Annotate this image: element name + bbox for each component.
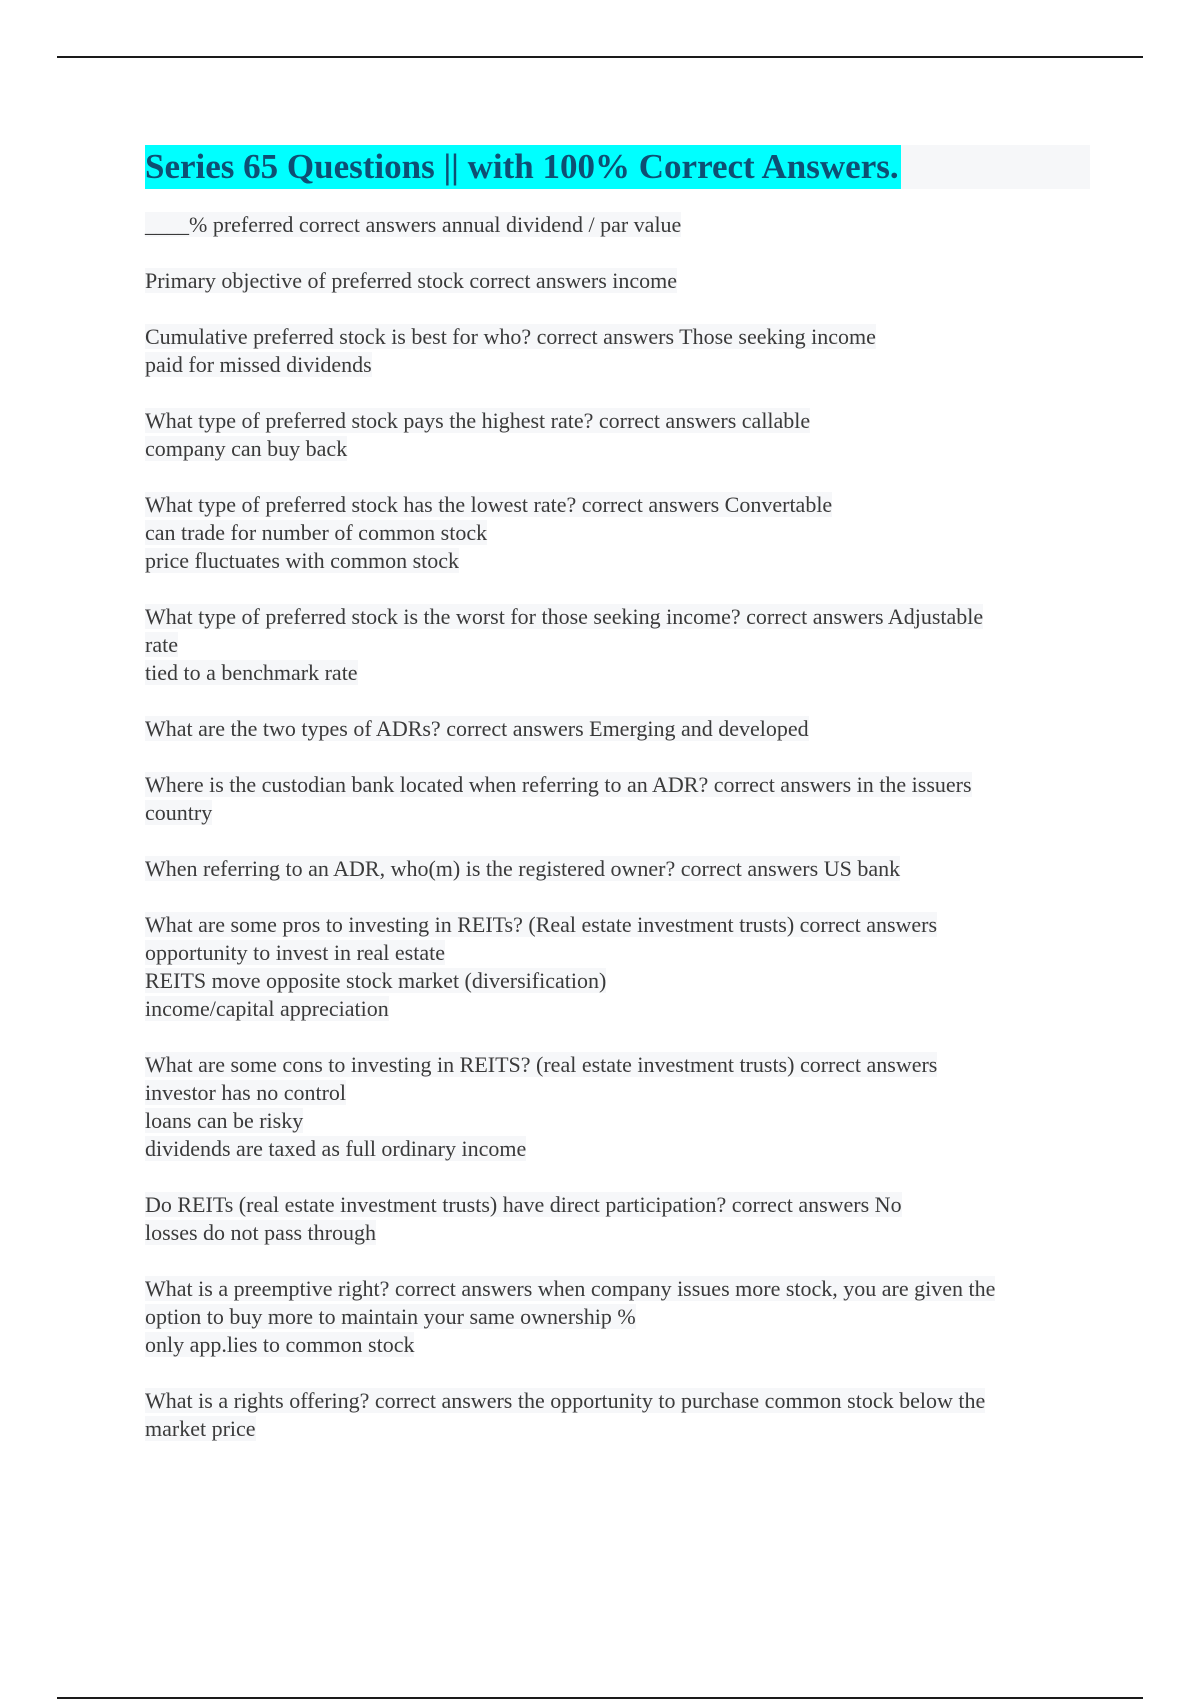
qa-answer-line	[145, 435, 1090, 463]
qa-line-text: When referring to an ADR, who(m) is the registered owner? correct answers US bank	[145, 856, 901, 881]
qa-answer-line	[145, 547, 1090, 575]
qa-line-text: losses do not pass through	[145, 1220, 376, 1245]
document-title: Series 65 Questions || with 100% Correct Answers.	[145, 145, 901, 189]
top-rule	[57, 56, 1143, 58]
qa-entry	[145, 211, 1090, 239]
qa-question-line	[145, 323, 1090, 351]
qa-entry	[145, 1051, 1090, 1163]
qa-entry	[145, 1191, 1090, 1247]
qa-entry	[145, 1275, 1090, 1359]
qa-question-line	[145, 211, 1090, 239]
qa-line-text: rate	[145, 632, 178, 657]
qa-line-text: What are the two types of ADRs? correct answers Emerging and developed	[145, 716, 809, 741]
qa-line-text: option to buy more to maintain your same ownership %	[145, 1304, 636, 1329]
qa-line-text: paid for missed dividends	[145, 352, 372, 377]
qa-entry	[145, 771, 1090, 827]
qa-line-text: What is a preemptive right? correct answers when company issues more stock, you are given the	[145, 1276, 996, 1301]
qa-question-line	[145, 1191, 1090, 1219]
qa-answer-line	[145, 631, 1090, 659]
qa-question-line	[145, 267, 1090, 295]
qa-line-text: only app.lies to common stock	[145, 1332, 415, 1357]
qa-line-text: Cumulative preferred stock is best for who? correct answers Those seeking income	[145, 324, 876, 349]
qa-line-text: What are some cons to investing in REITS? (real estate investment trusts) correct answers	[145, 1052, 938, 1077]
qa-line-text: dividends are taxed as full ordinary income	[145, 1136, 527, 1161]
qa-line-text: ____% preferred correct answers annual dividend / par value	[145, 212, 682, 237]
qa-line-text: Primary objective of preferred stock correct answers income	[145, 268, 678, 293]
qa-line-text: price fluctuates with common stock	[145, 548, 460, 573]
qa-answer-line	[145, 967, 1090, 995]
qa-entry	[145, 855, 1090, 883]
qa-question-line	[145, 603, 1090, 631]
qa-line-text: country	[145, 800, 213, 825]
qa-line-text: income/capital appreciation	[145, 996, 389, 1021]
qa-question-line	[145, 771, 1090, 799]
bottom-rule	[57, 1697, 1143, 1699]
qa-entry	[145, 267, 1090, 295]
qa-line-text: tied to a benchmark rate	[145, 660, 358, 685]
qa-answer-line	[145, 1135, 1090, 1163]
qa-answer-line	[145, 1107, 1090, 1135]
qa-line-text: Where is the custodian bank located when referring to an ADR? correct answers in the issuers	[145, 772, 972, 797]
qa-question-line	[145, 911, 1090, 939]
qa-question-line	[145, 407, 1090, 435]
qa-answer-line	[145, 1331, 1090, 1359]
qa-entry	[145, 911, 1090, 1023]
qa-entry	[145, 407, 1090, 463]
qa-answer-line	[145, 1303, 1090, 1331]
qa-line-text: company can buy back	[145, 436, 348, 461]
qa-line-text: can trade for number of common stock	[145, 520, 488, 545]
qa-entry	[145, 491, 1090, 575]
qa-entry	[145, 1387, 1090, 1443]
qa-entry	[145, 323, 1090, 379]
qa-answer-line	[145, 995, 1090, 1023]
qa-line-text: What type of preferred stock is the worst for those seeking income? correct answers Adjustable	[145, 604, 984, 629]
qa-line-text: REITS move opposite stock market (diversification)	[145, 968, 607, 993]
qa-line-text: What are some pros to investing in REITs? (Real estate investment trusts) correct answers	[145, 912, 938, 937]
qa-line-text: Do REITs (real estate investment trusts) have direct participation? correct answers No	[145, 1192, 902, 1217]
qa-line-text: What is a rights offering? correct answers the opportunity to purchase common stock below the	[145, 1388, 986, 1413]
title-band	[145, 145, 1090, 189]
qa-list	[145, 211, 1090, 1443]
qa-answer-line	[145, 351, 1090, 379]
qa-entry	[145, 715, 1090, 743]
qa-answer-line	[145, 799, 1090, 827]
qa-answer-line	[145, 1219, 1090, 1247]
qa-answer-line	[145, 519, 1090, 547]
qa-answer-line	[145, 1415, 1090, 1443]
document-body	[145, 145, 1090, 1471]
qa-question-line	[145, 1051, 1090, 1079]
qa-line-text: market price	[145, 1416, 256, 1441]
qa-question-line	[145, 1387, 1090, 1415]
qa-answer-line	[145, 1079, 1090, 1107]
qa-answer-line	[145, 659, 1090, 687]
qa-question-line	[145, 715, 1090, 743]
qa-question-line	[145, 855, 1090, 883]
qa-line-text: investor has no control	[145, 1080, 347, 1105]
qa-line-text: What type of preferred stock pays the highest rate? correct answers callable	[145, 408, 811, 433]
qa-line-text: loans can be risky	[145, 1108, 304, 1133]
qa-line-text: opportunity to invest in real estate	[145, 940, 445, 965]
qa-answer-line	[145, 939, 1090, 967]
qa-question-line	[145, 1275, 1090, 1303]
qa-question-line	[145, 491, 1090, 519]
qa-line-text: What type of preferred stock has the lowest rate? correct answers Convertable	[145, 492, 833, 517]
qa-entry	[145, 603, 1090, 687]
